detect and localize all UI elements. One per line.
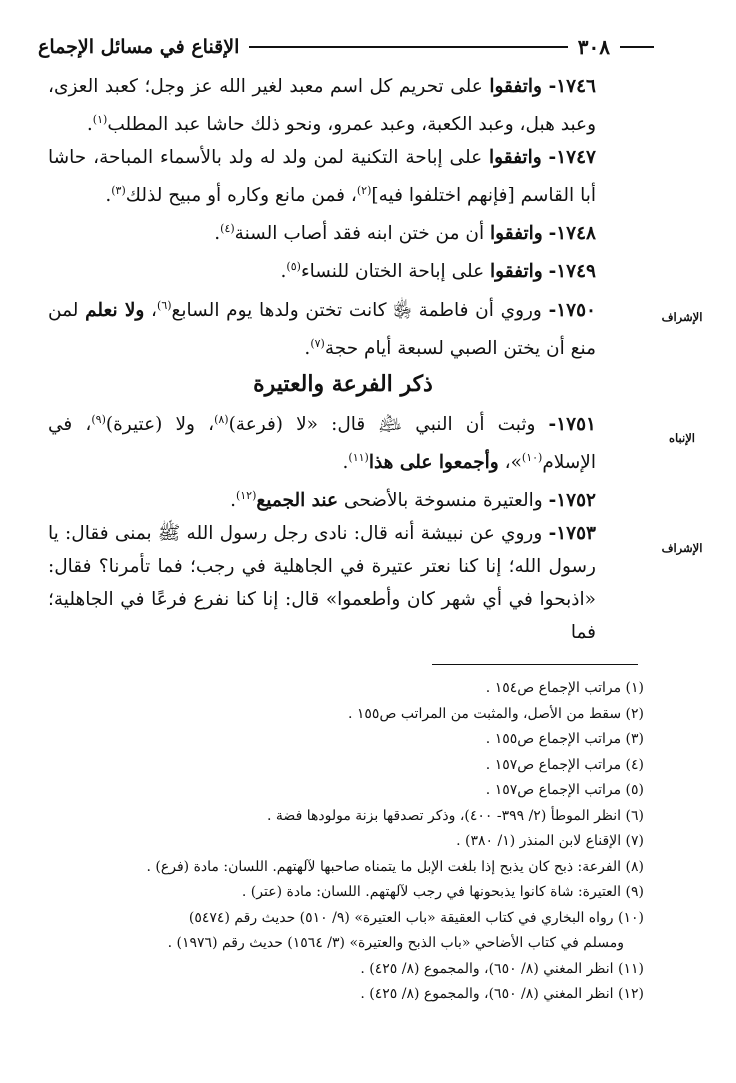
paragraph-1748 [48, 212, 638, 250]
book-title: الإقناع في مسائل الإجماع [38, 36, 240, 58]
agreed-keyword: واتفقوا [490, 261, 543, 283]
paragraph-text: لمن منع أن يختن الصبي لسبعة أيام حجة [48, 299, 596, 359]
margin-label-inbah: الإنباه [669, 431, 695, 445]
paragraph-1750 [48, 289, 638, 365]
footnote-7: (٧) الإقناع لابن المنذر (١/ ٣٨٠) . [456, 833, 644, 849]
footnote-5: (٥) مراتب الإجماع ص١٥٧ . [485, 782, 644, 798]
paragraph-text: على إباحة التكنية لمن ولد له ولد بالأسماء المباحة، حاشا أبا القاسم [فإنهم اختلفوا فيه] [48, 147, 596, 207]
bold-phrase: ولا نعلم [85, 299, 145, 321]
paragraph-text: ، ولا (عتيرة) [105, 414, 215, 436]
footnote-ref[interactable]: (١) [92, 113, 108, 126]
paragraph-text: »، [498, 452, 522, 474]
paragraph-number: ١٧٤٧- [548, 147, 596, 169]
paragraph-text: ، [144, 299, 158, 321]
footnote-ref[interactable]: (٢) [356, 184, 372, 198]
agreed-keyword: واتفقوا [489, 76, 542, 97]
footnote-ref[interactable]: (٣) [111, 184, 126, 198]
paragraph-end: . [86, 114, 93, 136]
paragraph-text: ، في الإسلام [48, 414, 596, 474]
paragraph-end: . [280, 261, 287, 283]
paragraph-1753 [48, 517, 638, 649]
paragraph-1749 [48, 250, 638, 288]
paragraph-end: . [214, 223, 221, 245]
header-dash [620, 46, 654, 48]
margin-label-ishraf: الإشراف [661, 310, 703, 324]
footnote-3: (٣) مراتب الإجماع ص١٥٥ . [485, 731, 644, 747]
paragraph-text: أن من ختن ابنه فقد أصاب السنة [234, 223, 491, 245]
footnote-ref[interactable]: (٦) [157, 298, 172, 312]
paragraph-text: والعتيرة منسوخة بالأضحى [338, 490, 549, 512]
page-number: ٣٠٨ [577, 35, 610, 59]
paragraph-text: على إباحة الختان للنساء [300, 261, 491, 283]
footnote-ref[interactable]: (٥) [286, 260, 301, 274]
footnote-ref[interactable]: (٤) [220, 222, 235, 236]
bold-phrase: عند الجميع [256, 490, 339, 512]
footnote-ref[interactable]: (٧) [310, 336, 325, 350]
paragraph-number: ١٧٤٦- [548, 76, 596, 97]
paragraph-number: ١٧٥٠- [548, 299, 596, 321]
paragraph-text: على تحريم كل اسم معبد لغير الله عز وجل؛ كعبد العزى، وعبد هبل، وعبد الكعبة، وعبد عمرو، ونحو ذلك حاشا عبد المطلب [48, 76, 596, 136]
paragraph-text: وثبت أن النبي ﵇ قال: «لا (فرعة) [228, 414, 549, 436]
paragraph-number: ١٧٤٨- [548, 223, 596, 245]
paragraph-number: ١٧٥٢- [548, 490, 596, 512]
paragraph-end: . [105, 185, 112, 207]
paragraph-number: ١٧٥٣- [548, 523, 596, 545]
paragraph-text: وروي أن فاطمة ﵂ كانت تختن ولدها يوم السابع [171, 299, 549, 321]
footnote-8: (٨) الفرعة: ذبح كان يذبح إذا بلغت الإبل ما يتمناه صاحبها لآلهتهم. اللسان: مادة (فرع) . [146, 858, 644, 875]
paragraph-1747 [48, 141, 638, 212]
paragraph-text: ، فمن مانع وكاره أو مبيح لذلك [125, 185, 357, 207]
paragraph-end: . [304, 337, 311, 359]
footnote-2: (٢) سقط من الأصل، والمثبت من المراتب ص١٥٥ . [347, 705, 644, 722]
footnote-11: (١١) انظر المغني (٨/ ٦٥٠)، والمجموع (٨/ ٤٢٥) . [360, 960, 644, 977]
paragraph-number: ١٧٥١- [548, 414, 596, 436]
paragraph-end: . [230, 490, 236, 512]
footnote-6: (٦) انظر الموطأ (٢/ ٣٩٩- ٤٠٠)، وذكر تصدقها بزنة مولودها فضة . [267, 807, 644, 824]
bold-phrase: وأجمعوا على هذا [368, 452, 499, 474]
footnote-ref[interactable]: (١٠) [521, 451, 543, 465]
footnote-4: (٤) مراتب الإجماع ص١٥٧ . [485, 756, 644, 773]
footnote-9: (٩) العتيرة: شاة كانوا يذبحونها في رجب لآلهتهم. اللسان: مادة (عتر) . [241, 884, 644, 900]
footnote-ref[interactable]: (١٢) [235, 489, 257, 503]
footnote-10: (١٠) رواه البخاري في كتاب العقيقة «باب العتيرة» (٩/ ٥١٠) حديث رقم (٥٤٧٤) [188, 909, 644, 926]
footnotes [48, 676, 644, 1008]
footnote-12: (١٢) انظر المغني (٨/ ٦٥٠)، والمجموع (٨/ ٤٢٥) . [360, 986, 644, 1002]
footnote-separator [432, 664, 638, 665]
paragraph-1746 [48, 70, 638, 141]
paragraph-number: ١٧٤٩- [548, 261, 596, 283]
running-header [38, 30, 654, 64]
agreed-keyword: واتفقوا [490, 223, 543, 245]
footnote-ref[interactable]: (٨) [214, 412, 229, 426]
section-title: ذكر الفرعة والعتيرة [253, 370, 433, 397]
agreed-keyword: واتفقوا [489, 147, 542, 169]
margin-label-ishraf-2: الإشراف [661, 541, 703, 555]
main-text [48, 70, 638, 649]
footnote-ref[interactable]: (٩) [91, 412, 106, 426]
paragraph-text: وروي عن نبيشة أنه قال: نادى رجل رسول الله ﷺ بمنى فقال: يا رسول الله؛ إنا كنا نعتر عتيرة في الجاهلية في رجب؛ فما تأمرنا؟ فقال: «اذبحوا في أي شهر كان وأطعموا» قال: إنا كنا نفرع فرعًا في الجاهلية؛ فما [48, 523, 596, 644]
header-rule [249, 46, 567, 48]
paragraph-end: . [342, 452, 349, 474]
footnote-ref[interactable]: (١١) [348, 451, 369, 465]
paragraph-1752 [48, 479, 638, 517]
paragraph-1751 [48, 403, 638, 479]
footnote-10-continued: ومسلم في كتاب الأضاحي «باب الذبح والعتيرة» (٣/ ١٥٦٤) حديث رقم (١٩٧٦) . [167, 935, 624, 951]
footnote-1: (١) مراتب الإجماع ص١٥٤ . [485, 680, 644, 696]
